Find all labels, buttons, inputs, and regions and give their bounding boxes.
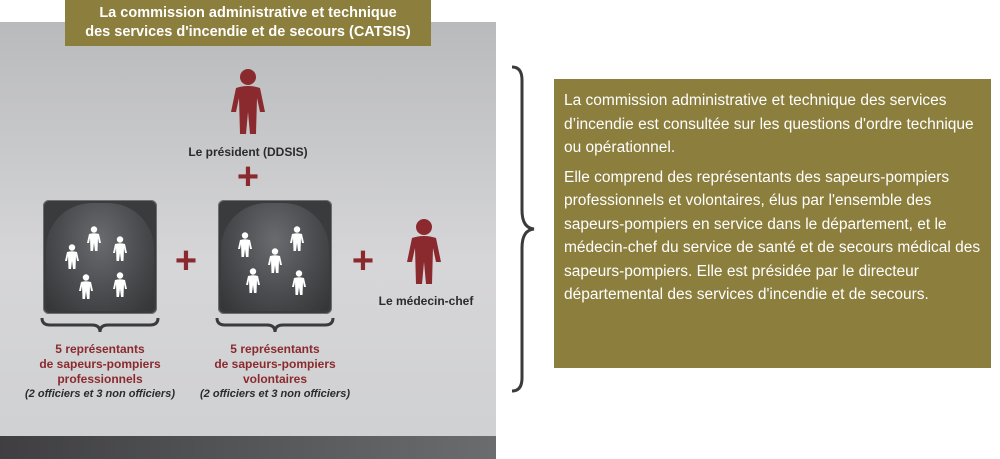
person-icon (65, 244, 79, 270)
description-paragraph-2: Elle comprend des représentants des sapeurs-pompiers professionnels et volontaires, élus par l'ensemble des sapeurs-pompiers en service dans le département, et le médecin-chef du service de santé et de secours médical des sapeurs-pompiers. Elle est présidée par le directeur départemental des services d'incendie et de secours. (564, 168, 981, 303)
volontaires-sub: (2 officiers et 3 non officiers) (200, 388, 350, 400)
medecin-person-icon (406, 218, 442, 286)
title-line-1: La commission administrative et technique (99, 5, 397, 21)
professionnels-line1: représentants (61, 342, 145, 356)
person-icon (292, 270, 306, 296)
volontaires-line1: représentants (236, 342, 320, 356)
volontaires-bracket (215, 316, 335, 336)
professionnels-count: 5 (55, 342, 62, 356)
person-icon (87, 226, 101, 252)
professionnels-label (10, 342, 190, 402)
big-curly-brace (508, 64, 538, 394)
title-box (65, 0, 431, 46)
panel-bottom-bar (0, 436, 496, 459)
person-icon (268, 248, 282, 274)
person-icon (113, 236, 127, 262)
person-icon (290, 226, 304, 252)
president-label: Le président (DDSIS) (188, 145, 308, 159)
president-person-icon (230, 68, 266, 136)
volontaires-line3: volontaires (242, 372, 308, 386)
person-icon (113, 272, 127, 298)
volontaires-group-box (218, 200, 332, 314)
professionnels-line2: de sapeurs-pompiers (39, 357, 161, 371)
medecin-label: Le médecin-chef (378, 294, 474, 308)
person-icon (79, 274, 93, 300)
professionnels-bracket (40, 316, 160, 336)
plus-sign-top: + (236, 156, 260, 198)
professionnels-group-box (43, 200, 157, 314)
volontaires-label (185, 342, 365, 402)
description-paragraph-1: La commission administrative et technique des services d’incendie est consultée sur les questions d'ordre technique ou opérationnel. (564, 92, 974, 156)
description-box (554, 79, 991, 368)
person-icon (246, 268, 260, 294)
person-icon (238, 232, 252, 258)
volontaires-line2: de sapeurs-pompiers (214, 357, 336, 371)
group-arch (46, 203, 154, 311)
professionnels-line3: professionnels (57, 372, 143, 386)
plus-sign-middle: + (174, 240, 198, 282)
volontaires-count: 5 (230, 342, 237, 356)
professionnels-sub: (2 officiers et 3 non officiers) (25, 388, 175, 400)
plus-sign-right: + (351, 240, 375, 282)
title-line-2: des services d'incendie et de secours (CATSIS) (85, 24, 411, 40)
